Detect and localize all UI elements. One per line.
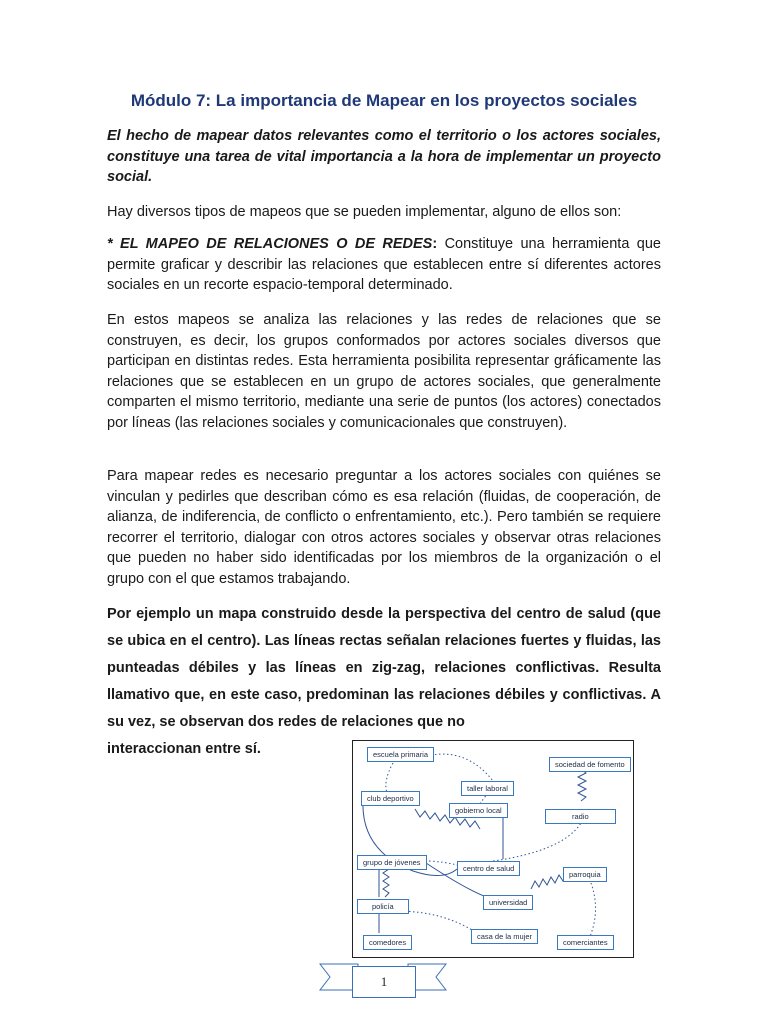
link-escuela-club: [386, 763, 393, 793]
node-club-deportivo: club deportivo: [361, 791, 420, 806]
link-escuela-taller: [431, 754, 493, 781]
example-paragraph: [107, 601, 661, 763]
node-parroquia: parroquia: [563, 867, 607, 882]
page-number: 1: [352, 966, 416, 998]
page-number-ribbon: [318, 960, 448, 1000]
node-grupo-de-jovenes: grupo de jóvenes: [357, 855, 427, 870]
link-comerciantes-parroquia: [589, 883, 596, 939]
node-radio: radio: [545, 809, 616, 824]
network-diagram: [352, 740, 634, 958]
link-centro-radio: [493, 823, 581, 861]
para-mapear-paragraph: Para mapear redes es necesario preguntar a los actores sociales con quiénes se vinculan y pedirles que describan cómo es esa relación (fluidas, de cooperación, de alianza, de indiferencia, de conflicto o enfrentamiento, etc.). Pero también se requiere recorrer el territorio, dialogar con otros actores sociales y observar otras relaciones que pueden no haber sido identificadas por los miembros de la organización o el grupo con el que estamos trabajando.: [107, 468, 661, 587]
node-taller-laboral: taller laboral: [461, 781, 514, 796]
intro-paragraph: Hay diversos tipos de mapeos que se pueden implementar, alguno de ellos son:: [107, 204, 622, 220]
diagram-links: [353, 741, 633, 957]
node-gobierno-local: gobierno local: [449, 803, 508, 818]
node-comerciantes: comerciantes: [557, 935, 614, 950]
redes-heading: * EL MAPEO DE RELACIONES O DE REDES: [107, 236, 433, 252]
example-text: Por ejemplo un mapa construido desde la perspectiva del centro de salud (que se ubica en el centro). Las líneas rectas señalan relaciones fuertes y fluidas, las punteadas débiles y las líneas en zig-zag, relaciones conflictivas. Resulta llamativo que, en este caso, predominan las relaciones débiles y conflictivas. A su vez, se observan dos redes de relaciones que no: [107, 606, 661, 730]
link-sociedad-radio-zigzag: [578, 769, 586, 801]
example-last-line: interaccionan entre sí.: [107, 741, 261, 757]
lead-paragraph: El hecho de mapear datos relevantes como el territorio o los actores sociales, constituye una tarea de vital importancia a la hora de implementar un proyecto social.: [107, 128, 661, 186]
page-title: Módulo 7: La importancia de Mapear en los proyectos sociales: [130, 91, 638, 110]
node-escuela-primaria: escuela primaria: [367, 747, 434, 762]
link-policia-casa: [397, 911, 477, 933]
node-casa-de-la-mujer: casa de la mujer: [471, 929, 538, 944]
redes-paragraph: [107, 234, 661, 296]
node-centro-de-salud: centro de salud: [457, 861, 520, 876]
node-sociedad-de-fomento: sociedad de fomento: [549, 757, 631, 772]
redes-colon: :: [432, 236, 438, 252]
node-comedores: comedores: [363, 935, 412, 950]
redes-text: Constituye una herramienta que permite graficar y describir las relaciones que establecen entre sí diferentes actores sociales en un recorte espacio-temporal determinado.: [107, 236, 661, 294]
node-policia: policía: [357, 899, 409, 914]
estos-paragraph: En estos mapeos se analiza las relaciones y las redes de relaciones que se construyen, es decir, los grupos conformados por actores sociales diversos que participan en distintas redes. Esta herramienta posibilita representar gráficamente las relaciones que se establecen en un grupo de actores sociales, que generalmente comparten el mismo territorio, mediante una serie de puntos (los actores) conectados por líneas (las relaciones sociales y comunicacionales que construyen).: [107, 312, 661, 431]
node-universidad: universidad: [483, 895, 533, 910]
